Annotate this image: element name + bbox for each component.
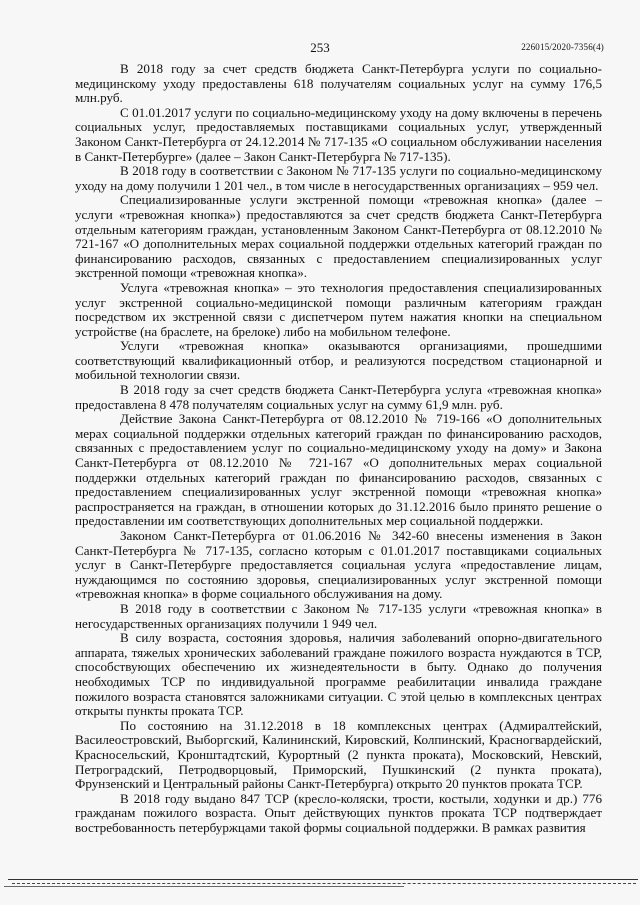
paragraph: Услуги «тревожная кнопка» оказываются организациями, прошедшими соответствующий квалификационный отбор, и реализуются посредством стационарной и мобильной технологии связи. xyxy=(75,338,602,383)
paragraph: В 2018 году в соответствии с Законом № 717-135 услуги «тревожная кнопка» в негосударственных организациях получили 1 949 чел. xyxy=(75,600,602,631)
footer-rule xyxy=(8,879,638,880)
paragraph: Действие Закона Санкт-Петербурга от 08.12.2010 № 719-166 «О дополнительных мерах социальной поддержки отдельных категорий граждан по финансированию расходов, связанных с предоставлением услуг по социально-медицинскому уходу на дому» и Закона Санкт-Петербурга от 08.12.2010 № 721-167 «О дополнительных мерах социальной поддержки отдельных категорий граждан по финансированию расходов, связанных с предоставлением специализированных услуг экстренной помощи «тревожная кнопка» распространяется на граждан, в отношении которых до 31.12.2016 было принято решение о предоставлении им соответствующих дополнительных мер социальной поддержки. xyxy=(75,411,602,529)
paragraph: В силу возраста, состояния здоровья, наличия заболеваний опорно-двигательного аппарата, тяжелых хронических заболеваний граждане пожилого возраста нуждаются в ТСР, способствующих обеспечению их жизнедеятельности в быту. Однако до получения необходимых ТСР по индивидуальной программе реабилитации инвалида граждане пожилого возраста становятся заложниками ситуации. С этой целью в комплексных центрах открыты пункты проката ТСР. xyxy=(75,630,602,719)
paragraph: В 2018 году выдано 847 ТСР (кресло-коляски, трости, костыли, ходунки и др.) 776 гражданам пожилого возраста. Опыт действующих пунктов проката ТСР подтверждает востребованность петербуржцами такой формы социальной поддержки. В рамках развития xyxy=(75,790,602,835)
scan-footer-lines xyxy=(0,879,640,889)
paragraph: В 2018 году в соответствии с Законом № 717-135 услуги по социально-медицинскому уходу на дому получили 1 201 чел., в том числе в негосударственных организациях – 959 чел. xyxy=(75,163,602,193)
body-text xyxy=(75,62,602,835)
paragraph: Законом Санкт-Петербурга от 01.06.2016 № 342-60 внесены изменения в Закон Санкт-Петербурга № 717-135, согласно которым с 01.01.2017 поставщиками социальных услуг в Санкт-Петербурге предоставляется социальная услуга «предоставление лицам, нуждающимся по состоянию здоровья, специализированных услуг экстренной помощи «тревожная кнопка» в форме социального обслуживания на дому. xyxy=(75,528,602,602)
footer-rule xyxy=(12,883,636,884)
paragraph: С 01.01.2017 услуги по социально-медицинскому уходу на дому включены в перечень социальных услуг, предоставляемых поставщиками социальных услуг, утвержденный Законом Санкт-Петербурга от 24.12.2014 № 717-135 «О социальном обслуживании населения в Санкт-Петербурге» (далее – Закон Санкт-Петербурга № 717-135). xyxy=(75,104,602,164)
paragraph: Специализированные услуги экстренной помощи «тревожная кнопка» (далее – услуги «тревожная кнопка») предоставляются за счет средств бюджета Санкт-Петербурга отдельным категориям граждан, установленным Законом Санкт-Петербурга от 08.12.2010 № 721-167 «О дополнительных мерах социальной поддержки отдельных категорий граждан по финансированию расходов, связанных с предоставлением специализированных услуг экстренной помощи «тревожная кнопка». xyxy=(75,192,602,281)
paragraph: В 2018 году за счет средств бюджета Санкт-Петербурга услуга «тревожная кнопка» предоставлена 8 478 получателям социальных услуг на сумму 61,9 млн. руб. xyxy=(75,382,602,412)
paragraph: В 2018 году за счет средств бюджета Санкт-Петербурга услуги по социально-медицинскому уходу предоставлены 618 получателям социальных услуг на сумму 176,5 млн.руб. xyxy=(75,61,602,106)
document-code: 226015/2020-7356(4) xyxy=(521,42,604,52)
paragraph: По состоянию на 31.12.2018 в 18 комплексных центрах (Адмиралтейский, Василеостровский, Выборгский, Калининский, Кировский, Колпинский, Красногвардейский, Красносельский, Кронштадтский, Курортный (2 пункта проката), Московский, Невский, Петроградский, Петродворцовый, Приморский, Пушкинский (2 пункта проката), Фрунзенский и Центральный районы Санкт-Петербурга) открыто 20 пунктов проката ТСР. xyxy=(75,717,602,792)
footer-rule xyxy=(4,886,404,887)
page-number: 253 xyxy=(310,40,330,55)
paragraph: Услуга «тревожная кнопка» – это технология предоставления специализированных услуг экстренной социально-медицинской помощи различным категориям граждан посредством их экстренной связи с диспетчером путем нажатия кнопки на специальном устройстве (на браслете, на брелоке) либо на мобильном телефоне. xyxy=(75,279,602,339)
